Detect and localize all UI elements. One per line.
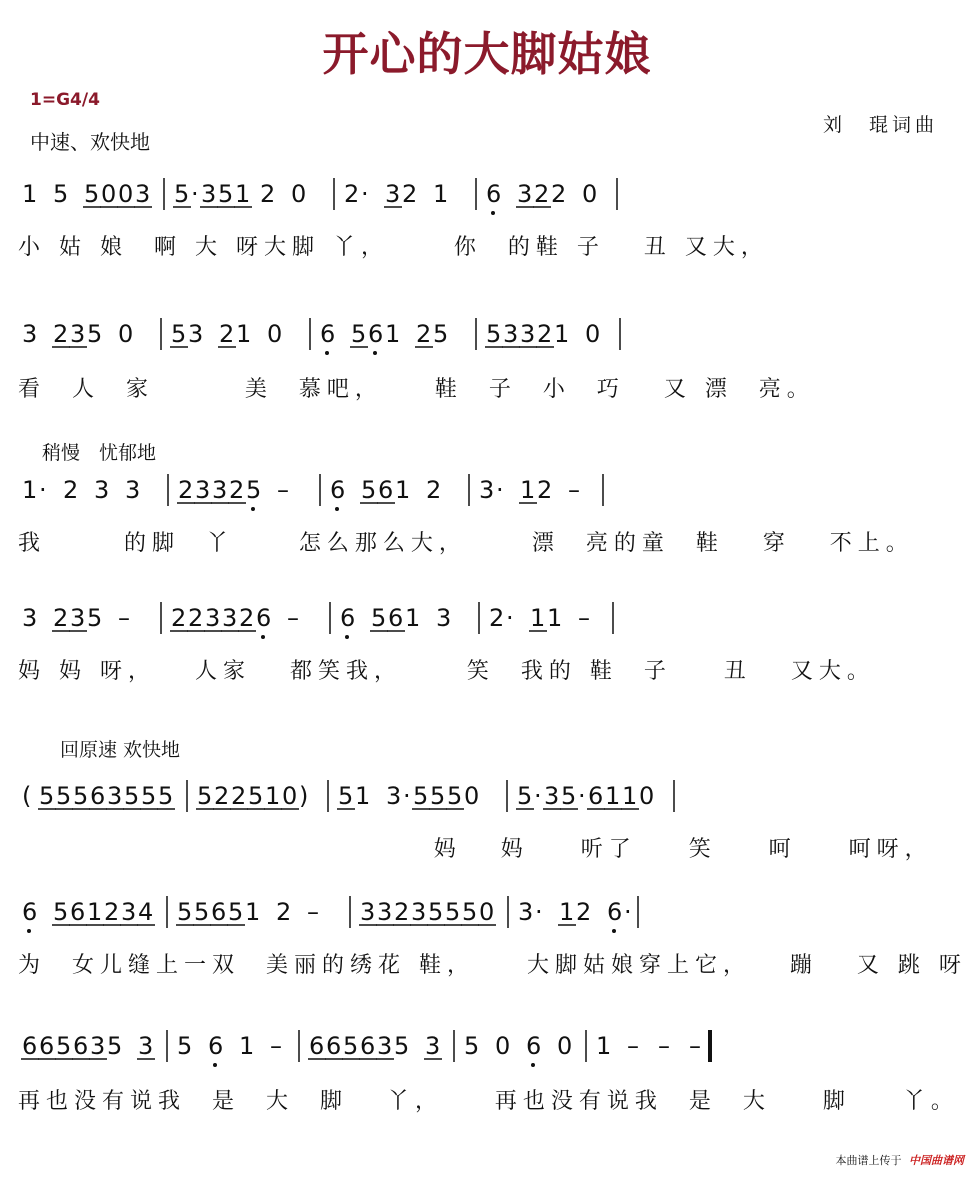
note: 5 [462,898,478,926]
note: 2 [394,898,410,926]
lyric-line-7: 再也没有说我 是 大 脚 丫， 再也没有说我 是 大 脚 丫。 [18,1089,959,1114]
note: 5 [56,1032,72,1060]
sustain-dash: – [307,898,319,926]
note: 5 [228,898,244,926]
dot-mark: · [624,898,632,926]
note: 5 [73,782,89,810]
octave-dot [251,507,255,511]
note: 3 [411,898,427,926]
note: 2 [426,476,442,504]
note: 6 [607,898,623,926]
dot-mark: · [496,476,504,504]
notation-line-6 [18,890,958,936]
note: 3 [212,476,228,504]
note: 5 [428,898,444,926]
note: 5 [248,782,264,810]
site-logo: 中国曲谱网 [909,1154,964,1167]
note: 2 [276,898,292,926]
note: 6 [309,1032,325,1060]
dot-mark: · [578,782,586,810]
note: 1 [520,476,536,504]
note: 5 [141,782,157,810]
note: 2 [416,320,432,348]
note: 5 [177,898,193,926]
note: 1 [433,180,449,208]
note: 5 [194,898,210,926]
note: 5 [197,782,213,810]
sustain-dash: – [689,1032,701,1060]
note: 2 [171,604,187,632]
note: 1 [622,782,638,810]
note: 3 [195,476,211,504]
note: 3 [479,476,495,504]
note: 0 [639,782,655,810]
note: ) [299,782,309,810]
note: 5 [561,782,577,810]
note: 0 [585,320,601,348]
note: 1 [395,476,411,504]
note: 5 [361,476,377,504]
sustain-dash: – [270,1032,282,1060]
note: 0 [282,782,298,810]
note: 2 [537,320,553,348]
note: 0 [267,320,283,348]
footer-text: 本曲谱上传于 [835,1154,902,1167]
note: 3 [386,782,402,810]
note: 3 [138,1032,154,1060]
note: 1 [596,1032,612,1060]
note: 6 [326,1032,342,1060]
note: 2 [53,320,69,348]
octave-dot [325,351,329,355]
sustain-dash: – [627,1032,639,1060]
note: 5 [343,1032,359,1060]
note: 5 [87,604,103,632]
key-signature: 1=G4/4 [30,90,100,110]
dot-mark: · [535,898,543,926]
note: 3 [94,476,110,504]
note: 3 [70,604,86,632]
note: 6 [486,180,502,208]
note: 5 [53,180,69,208]
note: 6 [70,898,86,926]
note: 6 [22,898,38,926]
note: 0 [291,180,307,208]
note: 3 [520,320,536,348]
note: 3 [517,180,533,208]
note: ( [22,782,32,810]
note: 6 [211,898,227,926]
note: 3 [125,476,141,504]
note: 5 [486,320,502,348]
note: 2 [219,320,235,348]
note: 1 [559,898,575,926]
note: 6 [388,604,404,632]
note: 3 [377,898,393,926]
note: 1 [87,898,103,926]
note: 2 [214,782,230,810]
note: 3 [425,1032,441,1060]
note: 2 [188,604,204,632]
note: 5 [394,1032,410,1060]
note: 1 [265,782,281,810]
section-mark-slower: 稍慢 忧郁地 [42,442,157,464]
note: 0 [118,320,134,348]
note: 1 [236,320,252,348]
octave-dot [491,211,495,215]
lyric-line-3: 我 的脚 丫 怎么那么大， 漂 亮的童 鞋 穿 不上。 [18,531,914,556]
note: 3 [121,898,137,926]
note: 1 [385,320,401,348]
note: 5 [351,320,367,348]
octave-dot [335,507,339,511]
note: 3 [377,1032,393,1060]
note: 3 [135,180,151,208]
note: 5 [53,898,69,926]
note: 3 [70,320,86,348]
lyric-line-6: 为 女儿缝上一双 美丽的绣花 鞋， 大脚姑娘穿上它， 蹦 又 跳 呀 [18,953,967,978]
note: 0 [495,1032,511,1060]
note: 5 [87,320,103,348]
lyric-line-1: 小 姑 娘 啊 大 呀大脚 丫， 你 的鞋 子 丑 又大， [18,235,769,260]
lyric-line-5: 妈 妈 听了 笑 呵 呵呀， [18,837,933,862]
notation-line-2 [18,312,958,358]
note: 5 [464,1032,480,1060]
note: 5 [84,180,100,208]
note: 3 [205,604,221,632]
note: 2 [534,180,550,208]
note: 3 [360,898,376,926]
note: 0 [582,180,598,208]
note: 5 [246,476,262,504]
tempo-marking: 中速、欢快地 [30,130,150,154]
note: 3 [188,320,204,348]
note: 3 [544,782,560,810]
note: 2 [344,180,360,208]
note: 2 [489,604,505,632]
note: 6 [90,782,106,810]
sustain-dash: – [277,476,289,504]
dot-mark: · [506,604,514,632]
note: 4 [138,898,154,926]
note: 1 [547,604,563,632]
note: 2 [260,180,276,208]
note: 1 [22,180,38,208]
note: 0 [464,782,480,810]
note: 5 [218,180,234,208]
sustain-dash: – [578,604,590,632]
octave-dot [213,1063,217,1067]
note: 5 [158,782,174,810]
note: 6 [368,320,384,348]
note: 1 [355,782,371,810]
note: 1 [605,782,621,810]
octave-dot [261,635,265,639]
lyric-line-2: 看 人 家 美 慕吧， 鞋 子 小 巧 又 漂 亮。 [18,377,815,402]
note: 5 [445,898,461,926]
note: 6 [378,476,394,504]
note: 3 [503,320,519,348]
note: 5 [171,320,187,348]
note: 6 [360,1032,376,1060]
note: 5 [174,180,190,208]
sustain-dash: – [568,476,580,504]
note: 5 [413,782,429,810]
lyric-line-4: 妈 妈 呀， 人家 都笑我， 笑 我的 鞋 子 丑 又大。 [18,659,875,684]
note: 1 [22,476,38,504]
note: 5 [39,782,55,810]
notation-line-3 [18,468,958,514]
dot-mark: · [191,180,199,208]
note: 5 [177,1032,193,1060]
note: 2 [104,898,120,926]
note: 3 [22,320,38,348]
notation-line-5 [18,774,958,820]
octave-dot [531,1063,535,1067]
note: 3 [22,604,38,632]
note: 1 [554,320,570,348]
note: 6 [208,1032,224,1060]
note: 3 [222,604,238,632]
footer-credit [836,1152,965,1168]
note: 6 [39,1032,55,1060]
octave-dot [345,635,349,639]
note: 5 [371,604,387,632]
note: 2 [576,898,592,926]
note: 5 [107,1032,123,1060]
note: 2 [239,604,255,632]
notation-line-7 [18,1024,958,1070]
note: 5 [124,782,140,810]
note: 5 [56,782,72,810]
note: 6 [340,604,356,632]
dot-mark: · [534,782,542,810]
note: 3 [90,1032,106,1060]
note: 6 [588,782,604,810]
composer-credit: 刘 琨词曲 [822,114,938,136]
note: 3 [385,180,401,208]
note: 5 [517,782,533,810]
note: 3 [518,898,534,926]
note: 6 [330,476,346,504]
note: 1 [239,1032,255,1060]
note: 2 [551,180,567,208]
note: 6 [256,604,272,632]
octave-dot [612,929,616,933]
dot-mark: · [403,782,411,810]
note: 2 [231,782,247,810]
note: 2 [63,476,79,504]
note: 1 [530,604,546,632]
note: 0 [118,180,134,208]
note: 2 [537,476,553,504]
note: 0 [557,1032,573,1060]
note: 5 [430,782,446,810]
note: 1 [245,898,261,926]
note: 6 [22,1032,38,1060]
notation-line-4 [18,596,958,642]
octave-dot [27,929,31,933]
dot-mark: · [361,180,369,208]
note: 0 [101,180,117,208]
note: 6 [526,1032,542,1060]
note: 3 [107,782,123,810]
sustain-dash: – [658,1032,670,1060]
note: 3 [201,180,217,208]
note: 0 [479,898,495,926]
note: 6 [320,320,336,348]
note: 2 [178,476,194,504]
note: 1 [405,604,421,632]
note: 1 [235,180,251,208]
note: 3 [436,604,452,632]
section-mark-original-tempo: 回原速 欢快地 [60,739,181,761]
note: 5 [433,320,449,348]
notation-line-1 [18,172,958,218]
note: 6 [73,1032,89,1060]
sustain-dash: – [118,604,130,632]
sustain-dash: – [287,604,299,632]
note: 5 [338,782,354,810]
note: 2 [229,476,245,504]
dot-mark: · [39,476,47,504]
note: 2 [402,180,418,208]
note: 5 [447,782,463,810]
octave-dot [373,351,377,355]
note: 2 [53,604,69,632]
score-title: 开心的大脚姑娘 [322,27,652,81]
